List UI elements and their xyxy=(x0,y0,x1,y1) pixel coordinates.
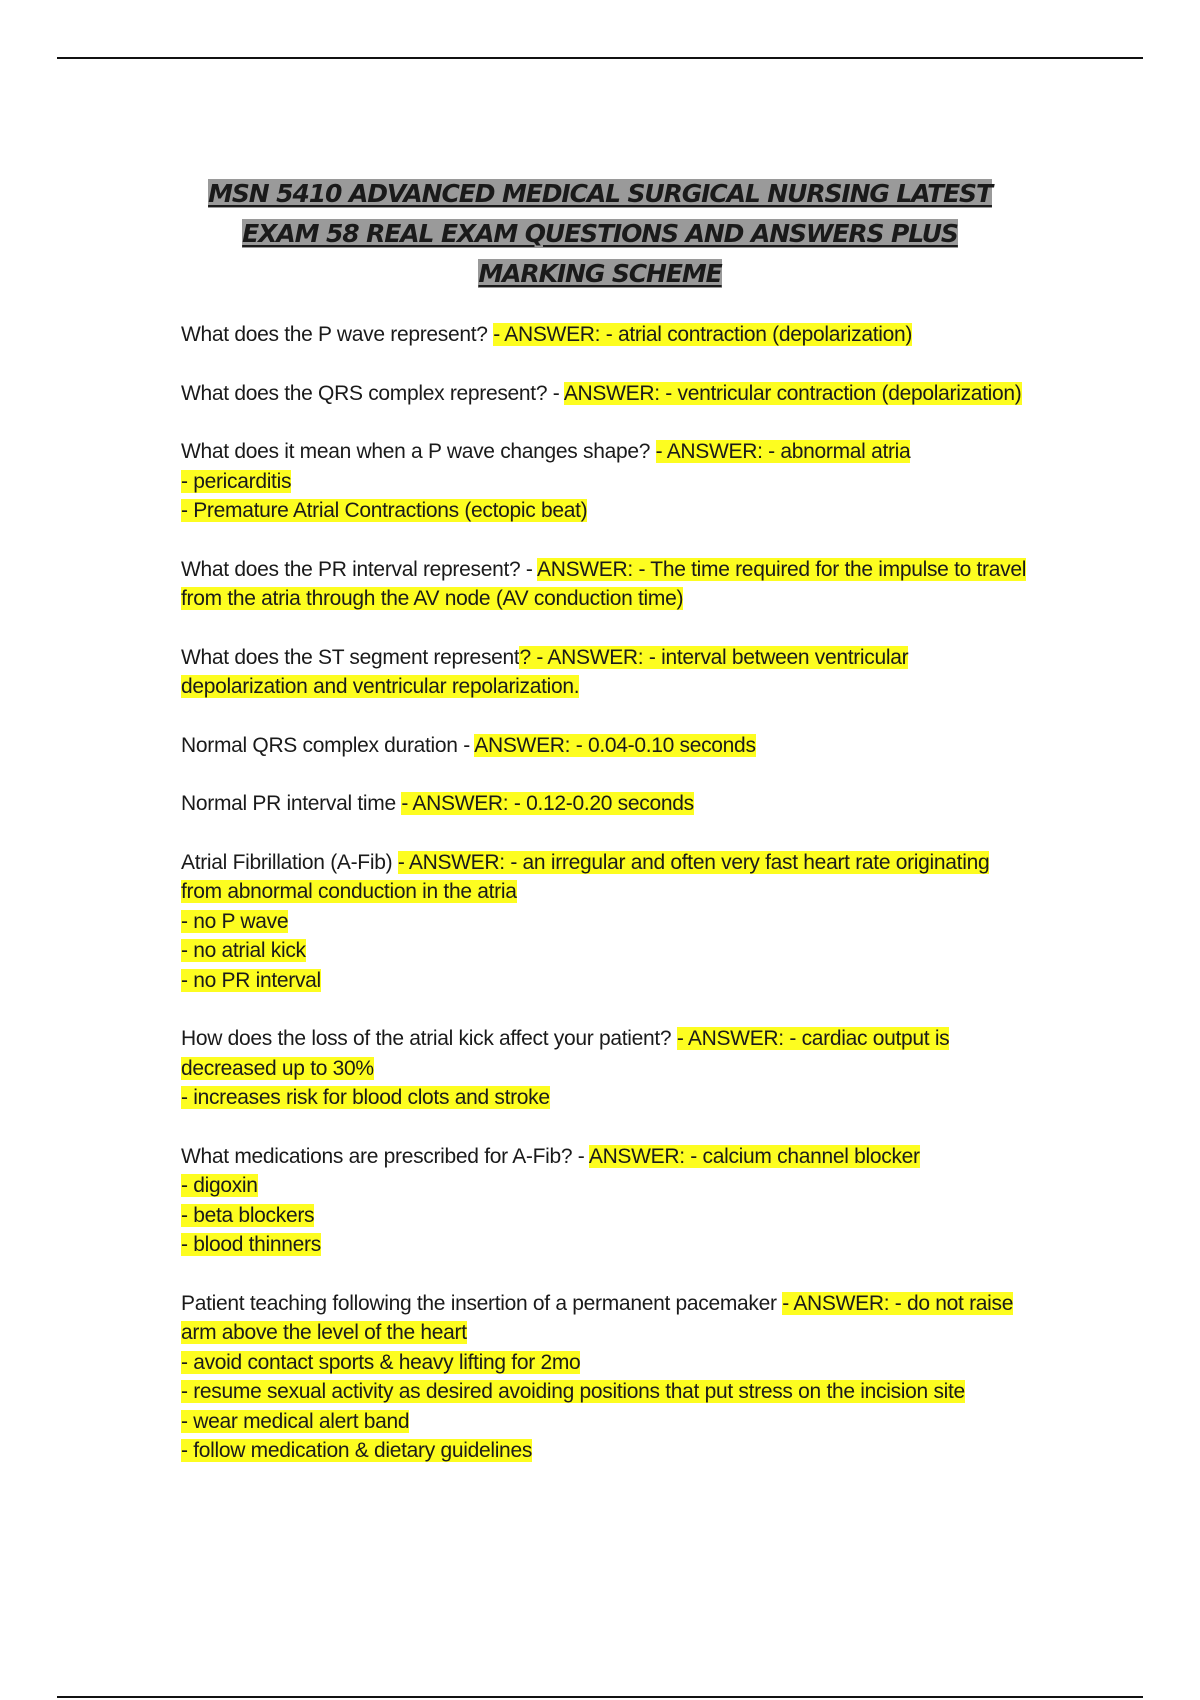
question-text: How does the loss of the atrial kick affect your patient? xyxy=(181,1027,677,1050)
question-text: What medications are prescribed for A-Fib? - xyxy=(181,1144,589,1168)
answer-line xyxy=(181,966,1031,996)
answer-text: - ANSWER: - atrial contraction (depolarization) xyxy=(493,323,913,346)
answer-line-text: - follow medication & dietary guidelines xyxy=(181,1439,533,1462)
answer-line xyxy=(181,1436,1031,1466)
document-title xyxy=(182,174,1018,294)
question-text: Patient teaching following the insertion of a permanent pacemaker xyxy=(181,1291,783,1315)
document-title-text: MSN 5410 ADVANCED MEDICAL SURGICAL NURSING LATEST EXAM 58 REAL EXAM QUESTIONS AND ANSWERS PLUS MARKING SCHEME xyxy=(208,179,992,288)
question-text: What does the ST segment represent xyxy=(181,645,520,669)
answer-text: - ANSWER: - cardiac output is decreased up to 30% xyxy=(181,1027,950,1080)
qa-item xyxy=(181,789,1031,819)
answer-line xyxy=(181,1083,1031,1113)
qa-item xyxy=(181,437,1031,526)
answer-line xyxy=(181,1407,1031,1437)
answer-text: - ANSWER: - 0.12-0.20 seconds xyxy=(401,792,694,815)
answer-line-text: - resume sexual activity as desired avoiding positions that put stress on the incision site xyxy=(181,1380,965,1403)
answer-line xyxy=(181,1171,1031,1201)
answer-line-text: - avoid contact sports & heavy lifting for 2mo xyxy=(181,1350,581,1374)
answer-line-text: - no P wave xyxy=(181,909,289,933)
answer-text: - ANSWER: - do not raise arm above the level of the heart xyxy=(181,1291,1014,1344)
answer-line-text: - Premature Atrial Contractions (ectopic beat) xyxy=(181,499,588,522)
question-text: What does the P wave represent? xyxy=(181,323,494,346)
bottom-horizontal-rule xyxy=(57,1696,1143,1698)
answer-line-text: - pericarditis xyxy=(181,469,292,493)
qa-item xyxy=(181,320,1031,350)
qa-item xyxy=(181,643,1031,702)
qa-item xyxy=(181,1024,1031,1113)
question-text: Normal QRS complex duration - xyxy=(181,733,475,757)
top-horizontal-rule xyxy=(57,57,1143,59)
answer-line xyxy=(181,467,1031,497)
answer-line xyxy=(181,496,1031,526)
answer-line-text: - no PR interval xyxy=(181,968,321,992)
answer-text: ANSWER: - 0.04-0.10 seconds xyxy=(474,733,756,757)
answer-text: ANSWER: - ventricular contraction (depolarization) xyxy=(563,381,1022,405)
question-text: What does it mean when a P wave changes shape? xyxy=(181,440,656,463)
answer-text: ? - ANSWER: - interval between ventricular depolarization and ventricular repolarization. xyxy=(181,645,909,698)
qa-item xyxy=(181,555,1031,614)
question-text: What does the PR interval represent? - xyxy=(181,557,537,581)
question-text: Normal PR interval time xyxy=(181,792,402,815)
answer-line-text: - wear medical alert band xyxy=(181,1409,410,1433)
answer-line xyxy=(181,936,1031,966)
answer-line xyxy=(181,1201,1031,1231)
qa-item xyxy=(181,848,1031,996)
answer-line xyxy=(181,1377,1031,1407)
answer-line-text: - blood thinners xyxy=(181,1233,321,1256)
answer-line xyxy=(181,907,1031,937)
qa-list xyxy=(181,320,1031,1466)
answer-line-text: - beta blockers xyxy=(181,1203,315,1227)
answer-text: - ANSWER: - abnormal atria xyxy=(655,440,911,463)
question-text: What does the QRS complex represent? - xyxy=(181,381,564,405)
answer-text: ANSWER: - calcium channel blocker xyxy=(588,1144,920,1168)
qa-item xyxy=(181,731,1031,761)
qa-item xyxy=(181,379,1031,409)
answer-line xyxy=(181,1230,1031,1260)
answer-line-text: - no atrial kick xyxy=(181,939,306,962)
qa-item xyxy=(181,1142,1031,1260)
answer-text: ANSWER: - The time required for the impulse to travel from the atria through the AV node (AV conduction time) xyxy=(181,557,1027,610)
question-text: Atrial Fibrillation (A-Fib) xyxy=(181,850,398,874)
answer-line xyxy=(181,1348,1031,1378)
answer-text: - ANSWER: - an irregular and often very fast heart rate originating from abnormal conduction in the atria xyxy=(181,850,990,903)
qa-item xyxy=(181,1289,1031,1466)
answer-line-text: - digoxin xyxy=(181,1174,258,1197)
answer-line-text: - increases risk for blood clots and stroke xyxy=(181,1086,550,1109)
